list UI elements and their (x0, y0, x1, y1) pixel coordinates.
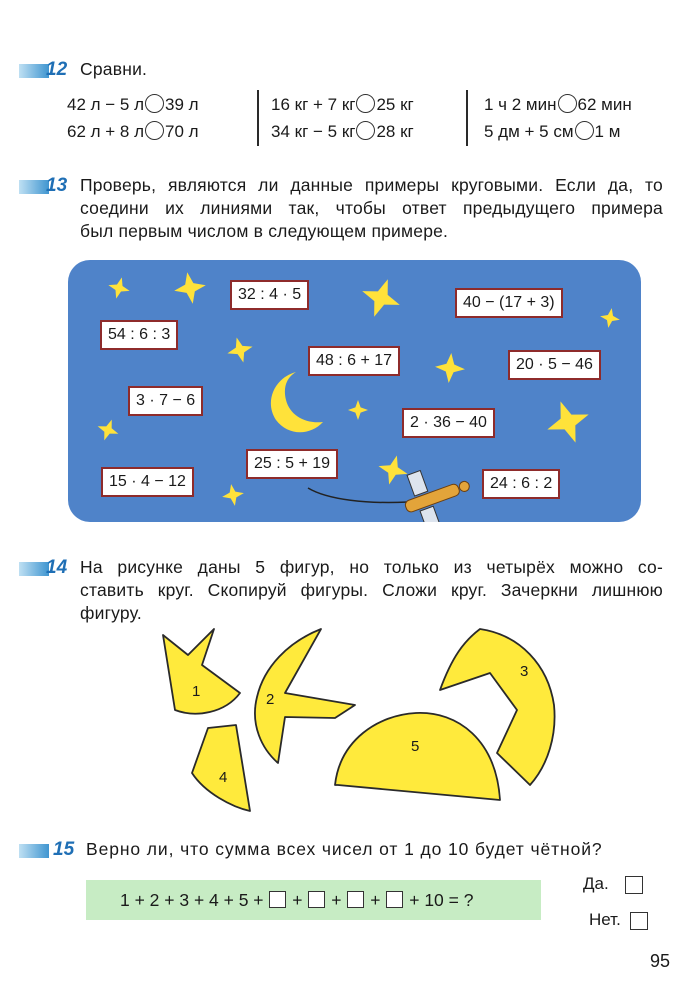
task-12-title: Сравни. (80, 59, 148, 79)
star-icon (355, 272, 406, 323)
column-divider (257, 90, 259, 146)
yes-checkbox[interactable] (625, 876, 643, 894)
circle-pieces-figure (0, 615, 700, 835)
task-15-marker (19, 844, 49, 858)
compare-row (271, 94, 414, 115)
shape-label-3: 3 (520, 663, 529, 680)
blank-box[interactable] (308, 891, 325, 908)
star-icon (94, 416, 122, 444)
night-sky-panel (68, 260, 641, 522)
task-14-line-3: фигуру. (80, 603, 142, 623)
compare-row (484, 121, 620, 142)
equation-start: 1 + 2 + 3 + 4 + 5 + (120, 890, 264, 910)
compare-right: 39 л (165, 95, 199, 114)
blank-box[interactable] (347, 891, 364, 908)
compare-left: 34 кг − 5 кг (271, 122, 356, 141)
compare-circle[interactable] (145, 94, 164, 113)
task-15-number: 15 (53, 839, 75, 860)
sum-equation (120, 890, 473, 911)
star-icon (220, 482, 245, 507)
equation-plus: + (292, 890, 303, 910)
star-icon (598, 306, 621, 329)
task-14-line-2: ставить круг. Скопируй фигуры. Сложи круг. Зачеркни лишнюю (80, 580, 663, 600)
star-icon (224, 334, 256, 366)
shape-label-5: 5 (411, 738, 420, 755)
expression-card[interactable]: 3 · 7 − 6 (128, 386, 203, 416)
star-icon (540, 394, 596, 450)
moon-icon (271, 372, 323, 432)
shape-label-2: 2 (266, 691, 275, 708)
task-14-number: 14 (46, 557, 68, 578)
compare-right: 25 кг (376, 95, 414, 114)
star-icon (106, 275, 133, 302)
equation-end: + 10 = ? (409, 890, 474, 910)
compare-row (484, 94, 632, 115)
compare-right: 28 кг (376, 122, 414, 141)
task-14-marker (19, 562, 49, 576)
task-12-marker (19, 64, 49, 78)
task-13-line-3: был первым числом в следующем примере. (80, 221, 449, 241)
shape-5 (335, 713, 500, 800)
compare-circle[interactable] (575, 121, 594, 140)
compare-left: 1 ч 2 мин (484, 95, 557, 114)
expression-card[interactable]: 40 − (17 + 3) (455, 288, 563, 318)
task-13-number: 13 (46, 175, 68, 196)
task-13-marker (19, 180, 49, 194)
task-14-line-1: На рисунке даны 5 фигур, но только из четырёх можно со- (80, 557, 663, 577)
compare-left: 42 л − 5 л (67, 95, 145, 114)
shape-1 (163, 629, 240, 714)
compare-circle[interactable] (558, 94, 577, 113)
satellite-icon (396, 457, 479, 522)
no-checkbox[interactable] (630, 912, 648, 930)
compare-circle[interactable] (356, 94, 375, 113)
compare-row (271, 121, 414, 142)
expression-card[interactable]: 54 : 6 : 3 (100, 320, 178, 350)
task-13-line-1: Проверь, являются ли данные примеры круговыми. Если да, то (80, 175, 663, 195)
expression-card[interactable]: 20 · 5 − 46 (508, 350, 601, 380)
equation-plus: + (370, 890, 381, 910)
compare-row (67, 94, 199, 115)
star-icon (434, 352, 467, 385)
expression-card[interactable]: 32 : 4 · 5 (230, 280, 309, 310)
task-15-question: Верно ли, что сумма всех чисел от 1 до 10 будет чётной? (86, 839, 603, 859)
expression-card[interactable]: 24 : 6 : 2 (482, 469, 560, 499)
equation-plus: + (331, 890, 342, 910)
compare-circle[interactable] (356, 121, 375, 140)
expression-card[interactable]: 15 · 4 − 12 (101, 467, 194, 497)
compare-left: 62 л + 8 л (67, 122, 145, 141)
expression-card[interactable]: 48 : 6 + 17 (308, 346, 400, 376)
compare-right: 62 мин (577, 95, 632, 114)
star-icon (348, 400, 368, 420)
compare-left: 16 кг + 7 кг (271, 95, 356, 114)
blank-box[interactable] (269, 891, 286, 908)
yes-label: Да. (583, 874, 609, 893)
shape-label-4: 4 (219, 769, 228, 786)
compare-left: 5 дм + 5 см (484, 122, 574, 141)
star-icon (171, 269, 208, 306)
shape-label-1: 1 (192, 683, 201, 700)
compare-row (67, 121, 199, 142)
expression-card[interactable]: 25 : 5 + 19 (246, 449, 338, 479)
compare-right: 70 л (165, 122, 199, 141)
no-label: Нет. (589, 910, 621, 929)
star-icon (375, 452, 412, 489)
blank-box[interactable] (386, 891, 403, 908)
satellite-cable (308, 488, 408, 502)
compare-right: 1 м (594, 122, 621, 141)
task-12-number: 12 (46, 59, 68, 80)
expression-card[interactable]: 2 · 36 − 40 (402, 408, 495, 438)
column-divider (466, 90, 468, 146)
shape-4 (192, 725, 250, 811)
compare-circle[interactable] (145, 121, 164, 140)
task-13-line-2: соедини их линиями так, чтобы ответ предыдущего примера (80, 198, 663, 218)
page-number: 95 (650, 951, 671, 971)
